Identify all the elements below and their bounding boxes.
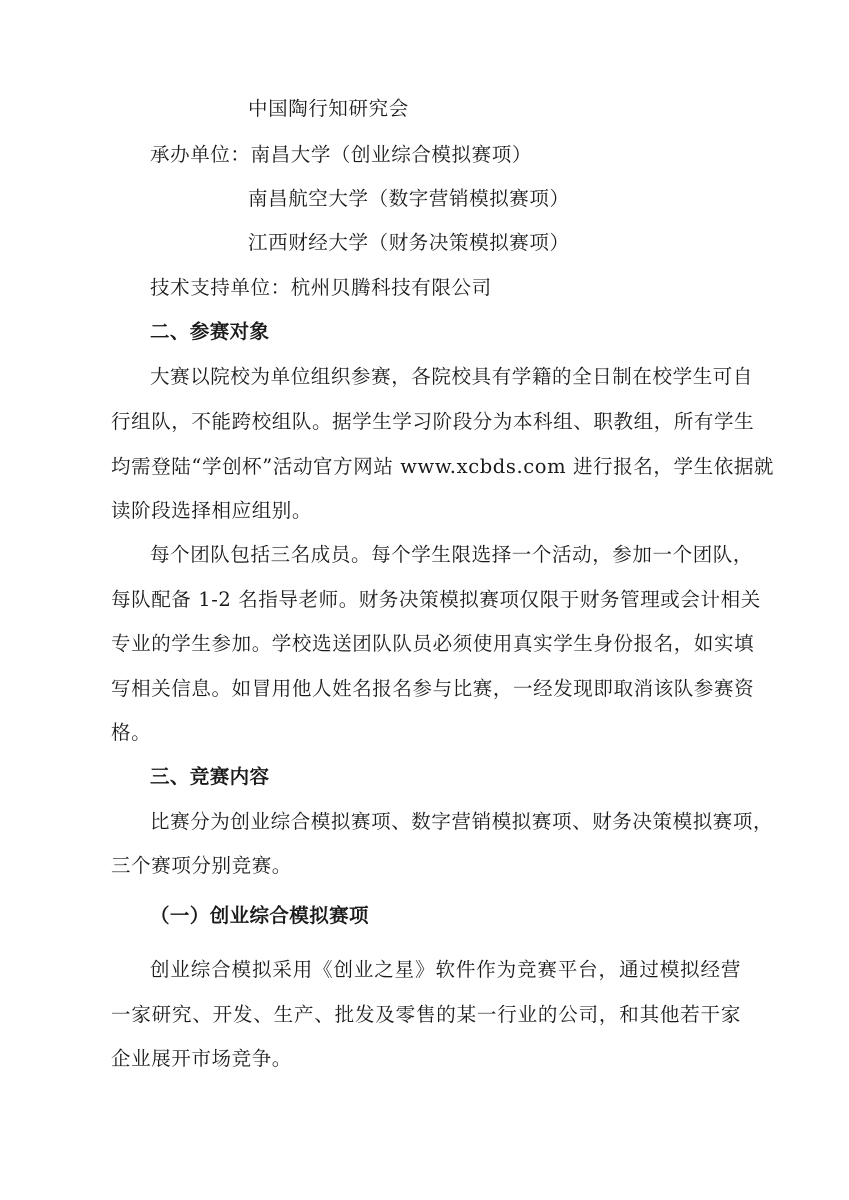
paragraph-line: 三个赛项分别竞赛。 [111,854,292,877]
tech-support-line: 技术支持单位：杭州贝腾科技有限公司 [150,276,492,299]
paragraph-line: 大赛以院校为单位组织参赛，各院校具有学籍的全日制在校学生可自 [150,365,754,388]
paragraph-line: 一家研究、开发、生产、批发及零售的某一行业的公司，和其他若干家 [111,1003,741,1026]
paragraph-line: 每个团队包括三名成员。每个学生限选择一个活动，参加一个团队， [150,543,754,566]
host-item: 南昌航空大学（数字营销模拟赛项） [248,187,570,210]
paragraph-line: 均需登陆“学创杯”活动官方网站 www.xcbds.com 进行报名，学生依据就 [111,455,775,478]
paragraph-line: 行组队，不能跨校组队。据学生学习阶段分为本科组、职教组，所有学生 [111,410,755,433]
paragraph-line: 企业展开市场竞争。 [111,1047,292,1070]
host-item: 南昌大学（创业综合模拟赛项） [250,143,532,166]
paragraph-line: 专业的学生参加。学校选送团队队员必须使用真实学生身份报名，如实填 [111,632,755,655]
co-organizer-line: 中国陶行知研究会 [248,97,409,120]
section-heading: 三、竞赛内容 [150,765,270,788]
subsection-heading: （一）创业综合模拟赛项 [150,904,369,927]
host-item: 江西财经大学（财务决策模拟赛项） [248,231,570,254]
host-line-1 [150,143,532,167]
paragraph-line: 格。 [111,721,152,744]
paragraph-line: 写相关信息。如冒用他人姓名报名参与比赛，一经发现即取消该队参赛资 [111,677,755,700]
host-label: 承办单位： [150,143,251,166]
paragraph-line: 创业综合模拟采用《创业之星》软件作为竞赛平台，通过模拟经营 [150,958,741,981]
paragraph-line: 读阶段选择相应组别。 [111,499,313,522]
paragraph-line: 比赛分为创业综合模拟赛项、数字营销模拟赛项、财务决策模拟赛项， [150,810,774,833]
section-heading: 二、参赛对象 [150,320,270,343]
paragraph-line: 每队配备 1-2 名指导老师。财务决策模拟赛项仅限于财务管理或会计相关 [111,588,761,611]
